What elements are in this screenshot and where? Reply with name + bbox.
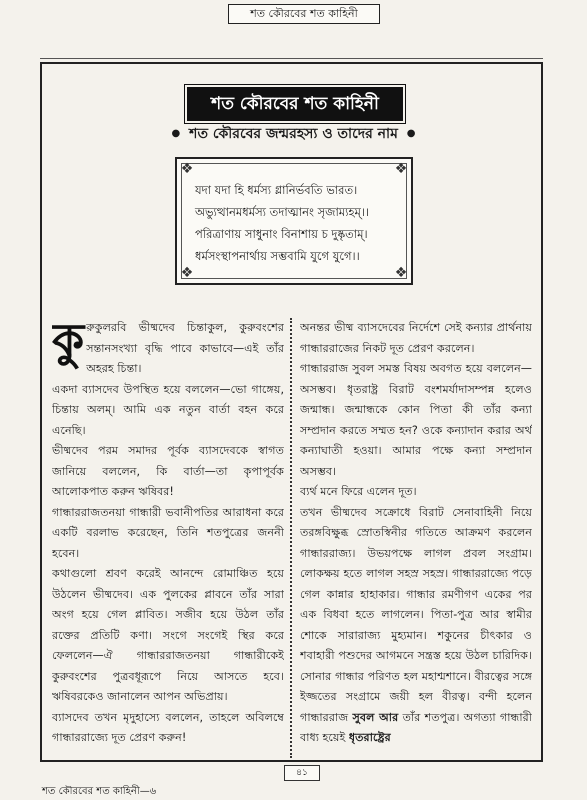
corner-ornament-icon: ❖ [180,161,194,177]
paragraph [300,503,532,749]
emphasis-text: সুবল আর [352,710,399,724]
column-divider [290,318,292,758]
verse-line: ধর্মসংস্থাপনার্থায় সম্ভবামি যুগে যুগে।। [195,249,360,263]
paragraph: কথাগুলো শ্রবণ করেই আনন্দে রোমাঞ্চিত হয়ে উঠলেন ভীষ্মদেব। এক পুলকের প্লাবনে তাঁর সারা অংগ হয়ে গেল প্লাবিত। সজীব হয়ে উঠল তাঁর রক্তের প্রতিটি কণা। সংগে সংগেই স্থির করে ফেললেন—ঐ গান্ধাররাজতনয়া গান্ধারীকেই কুরুবংশের পুত্রবধূরূপে নিয়ে আসতে হবে। ঋষিবরকেও জানালেন আপন অভিপ্রায়। [52,567,284,703]
chapter-subtitle [60,123,527,145]
paragraph: অনন্তর ভীষ্ম ব্যাসদেবের নির্দেশে সেই কন্যার প্রার্থনায় গান্ধাররাজের নিকট দূত প্রেরণ করলেন। [300,321,532,355]
frame-top-rule [40,58,543,59]
left-column [52,318,284,760]
verse-line: যদা যদা হি ধর্মস্য গ্লানির্ভবতি ভারত। [195,183,358,197]
running-head: শত কৌরবের শত কাহিনী [228,4,380,24]
paragraph-text: তাঁর শতপুত্র। অগত্যা গান্ধারী বাধ্য হয়েই [300,710,532,744]
verse-line: অভ্যুত্থানমধর্মস্য তদাত্মানং সৃজাম্যহম্।। [195,205,370,219]
emphasis-text: ধৃতরাষ্ট্রের [348,731,391,744]
verse-line: পরিত্রাণায় সাধুনাং বিনাশায় চ দুষ্কৃতাম্। [195,227,368,241]
bullet-icon: ● [171,128,181,139]
page-number: ৪১ [284,765,320,781]
corner-ornament-icon: ❖ [394,161,408,177]
chapter-title: শত কৌরবের শত কাহিনী [187,87,403,121]
bullet-icon: ● [406,128,416,139]
subtitle-text: শত কৌরবের জন্মরহস্য ও তাদের নাম [189,126,398,142]
paragraph: একদা ব্যাসদেব উপস্থিত হয়ে বললেন—ভো গাঙ্গেয়, চিন্তায় অলম্। আমি এক নতুন বার্তা বহন করে এনেছি। [52,382,284,437]
paragraph [52,318,284,380]
paragraph: ব্যাসদেব তখন মৃদুহাস্যে বললেন, তাহলে অবিলম্বে গান্ধাররাজ্যে দূত প্রেরণ করুন! [52,710,284,744]
paragraph: ভীষ্মদেব পরম সমাদর পূর্বক ব্যাসদেবকে স্বাগত জানিয়ে বললেন, কি বার্তা—তা কৃপাপূর্বক আলোকপাত করুন ঋষিবর! [52,444,284,498]
verse-lines [195,179,401,267]
paragraph: গান্ধাররাজ সুবল সমস্ত বিষয় অবগত হয়ে বললেন—অসম্ভব। ধৃতরাষ্ট্র বিরাট বংশমর্যাদাসম্পন্ন হলেও জন্মান্ধ। জন্মান্ধকে কোন পিতা কী তাঁর কন্যা সম্প্রদান করতে সম্মত হন? ওকে কন্যাদান করার অর্থ কন্যাঘাতী হওয়া। আমার পক্ষে কন্যা সম্প্রদান অসম্ভব। [300,362,532,478]
paragraph-text: রুকুলরবি ভীষ্মদেব চিন্তাকুল, কুরুবংশের সন্তানসংখ্যা বৃদ্ধি পাবে কাভাবে—এই তাঁর অহরহ চিন্তা। [86,321,284,375]
paragraph: ব্যর্থ মনে ফিরে এলেন দূত। [300,485,417,498]
verse-box [175,157,413,285]
corner-ornament-icon: ❖ [394,265,408,281]
drop-cap: কু [52,318,85,367]
paragraph: গান্ধাররাজতনয়া গান্ধারী ভবানীপতির আরাধনা করে একটি বরলাভ করেছেন, তিনি শতপুত্রের জননী হবেন। [52,505,284,560]
footer-text: শত কৌরবের শত কাহিনী—৬ [42,786,157,797]
corner-ornament-icon: ❖ [180,265,194,281]
right-column [300,318,532,760]
paragraph-text: তখন ভীষ্মদেব সক্রোধে বিরাট সেনাবাহিনী নিয়ে তরঙ্গবিক্ষুব্ধ স্রোতস্বিনীর গতিতে আক্রমণ করলেন গান্ধাররাজ্য। উভয়পক্ষে লাগল প্রবল সংগ্রাম। লোকক্ষয় হতে লাগল সহস্র সহস্র। গান্ধাররাজ্যে পড়ে গেল কান্নার হাহাকার। গান্ধার রমণীগণ একের পর এক বিধবা হতে লাগলেন। পিতা-পুত্র আর স্বামীর শোকে সারারাজ্য মুহ্যমান। শকুনের চীৎকার ও শবাহারী পশুদের আগমনে সন্ত্রস্ত হয়ে উঠল চারিদিক। সোনার গান্ধার পরিণত হল মহাশ্মশানে। বীরত্বের সঙ্গে ইজ্জতের সংগ্রামে জয়ী হল বীরত্ব। বন্দী হলেন গান্ধাররাজ [300,505,532,724]
